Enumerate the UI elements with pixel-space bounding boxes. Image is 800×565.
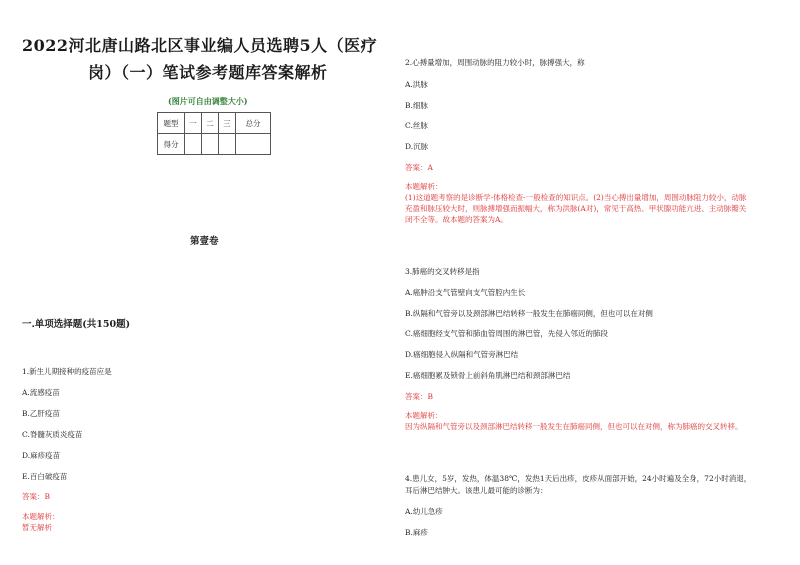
q3-option-b: B.纵隔和气管旁以及颈部淋巴结转移一般发生在肺癌同侧，但也可以在对侧	[405, 309, 653, 318]
section-title: 一.单项选择题(共150题)	[22, 319, 131, 330]
q2-option-b: B.细脉	[405, 101, 428, 110]
q1-explain-text: 暂无解析	[22, 523, 52, 532]
score-table-header-row	[158, 113, 271, 134]
q3-answer: 答案：B	[405, 392, 434, 401]
q1-option-b: B.乙肝疫苗	[22, 409, 60, 418]
q1-explain-label: 本题解析：	[22, 512, 60, 521]
volume-title: 第壹卷	[190, 236, 219, 247]
q1-answer: 答案：B	[22, 492, 51, 501]
q4-option-a: A.幼儿急疹	[405, 507, 443, 516]
q1-option-c: C.脊髓灰质炎疫苗	[22, 430, 83, 439]
q2-stem: 2.心搏量增加，周围动脉的阻力较小时，脉搏强大，称	[405, 58, 585, 67]
q4-option-b: B.麻疹	[405, 528, 428, 537]
score-table-score-row	[158, 134, 271, 155]
q3-explain-label: 本题解析：	[405, 411, 443, 420]
document-title-line2: 岗）（一）笔试参考题库答案解析	[88, 63, 328, 82]
q1-stem: 1.新生儿期接种的疫苗应是	[22, 367, 112, 376]
q2-option-a: A.洪脉	[405, 80, 428, 89]
score-header-2: 二	[202, 113, 219, 134]
score-header-1: 一	[185, 113, 202, 134]
q2-option-d: D.沉脉	[405, 142, 429, 151]
q3-option-c: C.癌细胞经支气管和肺血管周围的淋巴管，先侵入邻近的肺段	[405, 329, 608, 338]
score-row-label: 得分	[158, 134, 185, 155]
score-cell	[219, 134, 236, 155]
score-header-total: 总分	[236, 113, 271, 134]
image-size-note: (图片可自由调整大小)	[168, 96, 248, 106]
q2-explain-label: 本题解析：	[405, 182, 443, 191]
score-header-type: 题型	[158, 113, 185, 134]
score-cell	[236, 134, 271, 155]
q1-option-d: D.麻疹疫苗	[22, 451, 61, 460]
q4-stem-line: 耳后淋巴结肿大。该患儿最可能的诊断为：	[405, 486, 548, 495]
q3-option-a: A.癌肿沿支气管壁向支气管腔内生长	[405, 288, 526, 297]
q3-explain-text: 因为纵隔和气管旁以及颈部淋巴结转移一般发生在肺癌同侧，但也可以在对侧，称为肺癌的交叉转移。	[405, 422, 743, 431]
score-cell	[202, 134, 219, 155]
document-title-line1: 2022河北唐山路北区事业编人员选聘5人（医疗	[22, 36, 378, 55]
q3-stem: 3.肺癌的交叉转移是指	[405, 267, 480, 276]
q2-explain-line: 闭不全等。故本题的答案为A。	[405, 215, 508, 224]
q1-option-a: A.流感疫苗	[22, 388, 60, 397]
q3-option-d: D.癌细胞侵入纵隔和气管旁淋巴结	[405, 350, 519, 359]
q2-answer: 答案：A	[405, 163, 433, 172]
q4-stem-line: 4.患儿女，5岁，发热，体温38℃，发热1天后出疹，皮疹从面部开始，24小时遍及全身，72小时消退，	[405, 474, 752, 483]
score-cell	[185, 134, 202, 155]
q3-option-e: E.癌细胞累及锁骨上前斜角肌淋巴结和颈部淋巴结	[405, 371, 571, 380]
q2-explain-line: (1)这道题考察的是诊断学-体格检查-一般检查的知识点。(2)当心搏出量增加，周围动脉阻力较小，动脉	[405, 193, 747, 202]
score-table	[157, 112, 271, 155]
q1-option-e: E.百白破疫苗	[22, 472, 68, 481]
score-header-3: 三	[219, 113, 236, 134]
q2-option-c: C.丝脉	[405, 121, 428, 130]
q2-explain-line: 充盈和脉压较大时，则脉搏增强而振幅大，称为洪脉(A对)，常见于高热、甲状腺功能亢进、主动脉瓣关	[405, 204, 747, 213]
